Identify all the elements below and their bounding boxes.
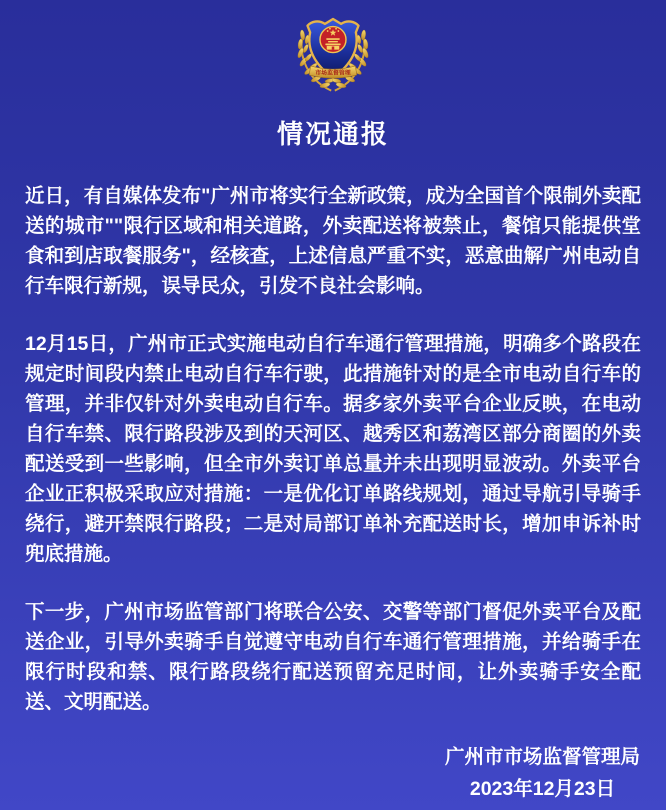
notice-body — [25, 181, 641, 717]
notice-date: 2023年12月23日 — [469, 778, 616, 800]
agency-emblem — [0, 0, 666, 101]
market-regulation-badge-icon — [288, 10, 378, 96]
signature-block — [445, 741, 640, 805]
notice-paragraph-1: 近日，有自媒体发布"广州市将实行全新政策，成为全国首个限制外卖配送的城市""限行区域和相关道路，外卖配送将被禁止，餐馆只能提供堂食和到店取餐服务"，经核查，上述信息严重不实，恶意曲解广州电动自行车限行新规，误导民众，引发不良社会影响。 — [25, 185, 641, 297]
notice-paragraph-3: 下一步，广州市场监管部门将联合公安、交警等部门督促外卖平台及配送企业，引导外卖骑手自觉遵守电动自行车通行管理措施，并给骑手在限行时段和禁、限行路段绕行配送预留充足时间，让外卖骑手安全配送、文明配送。 — [25, 601, 641, 713]
notice-paragraph-2: 12月15日，广州市正式实施电动自行车通行管理措施，明确多个路段在规定时间段内禁止电动自行车行驶，此措施针对的是全市电动自行车的管理，并非仅针对外卖电动自行车。据多家外卖平台企业反映，在电动自行车禁、限行路段涉及到的天河区、越秀区和荔湾区部分商圈的外卖配送受到一些影响，但全市外卖订单总量并未出现明显波动。外卖平台企业正积极采取应对措施：一是优化订单路线规划，通过导航引导骑手绕行，避开禁限行路段；二是对局部订单补充配送时长，增加申诉补时兜底措施。 — [25, 333, 641, 565]
notice-title: 情况通报 — [276, 119, 389, 149]
agency-name: 广州市市场监督管理局 — [444, 746, 640, 768]
emblem-ribbon-text: 市场监督管理 — [315, 70, 351, 77]
